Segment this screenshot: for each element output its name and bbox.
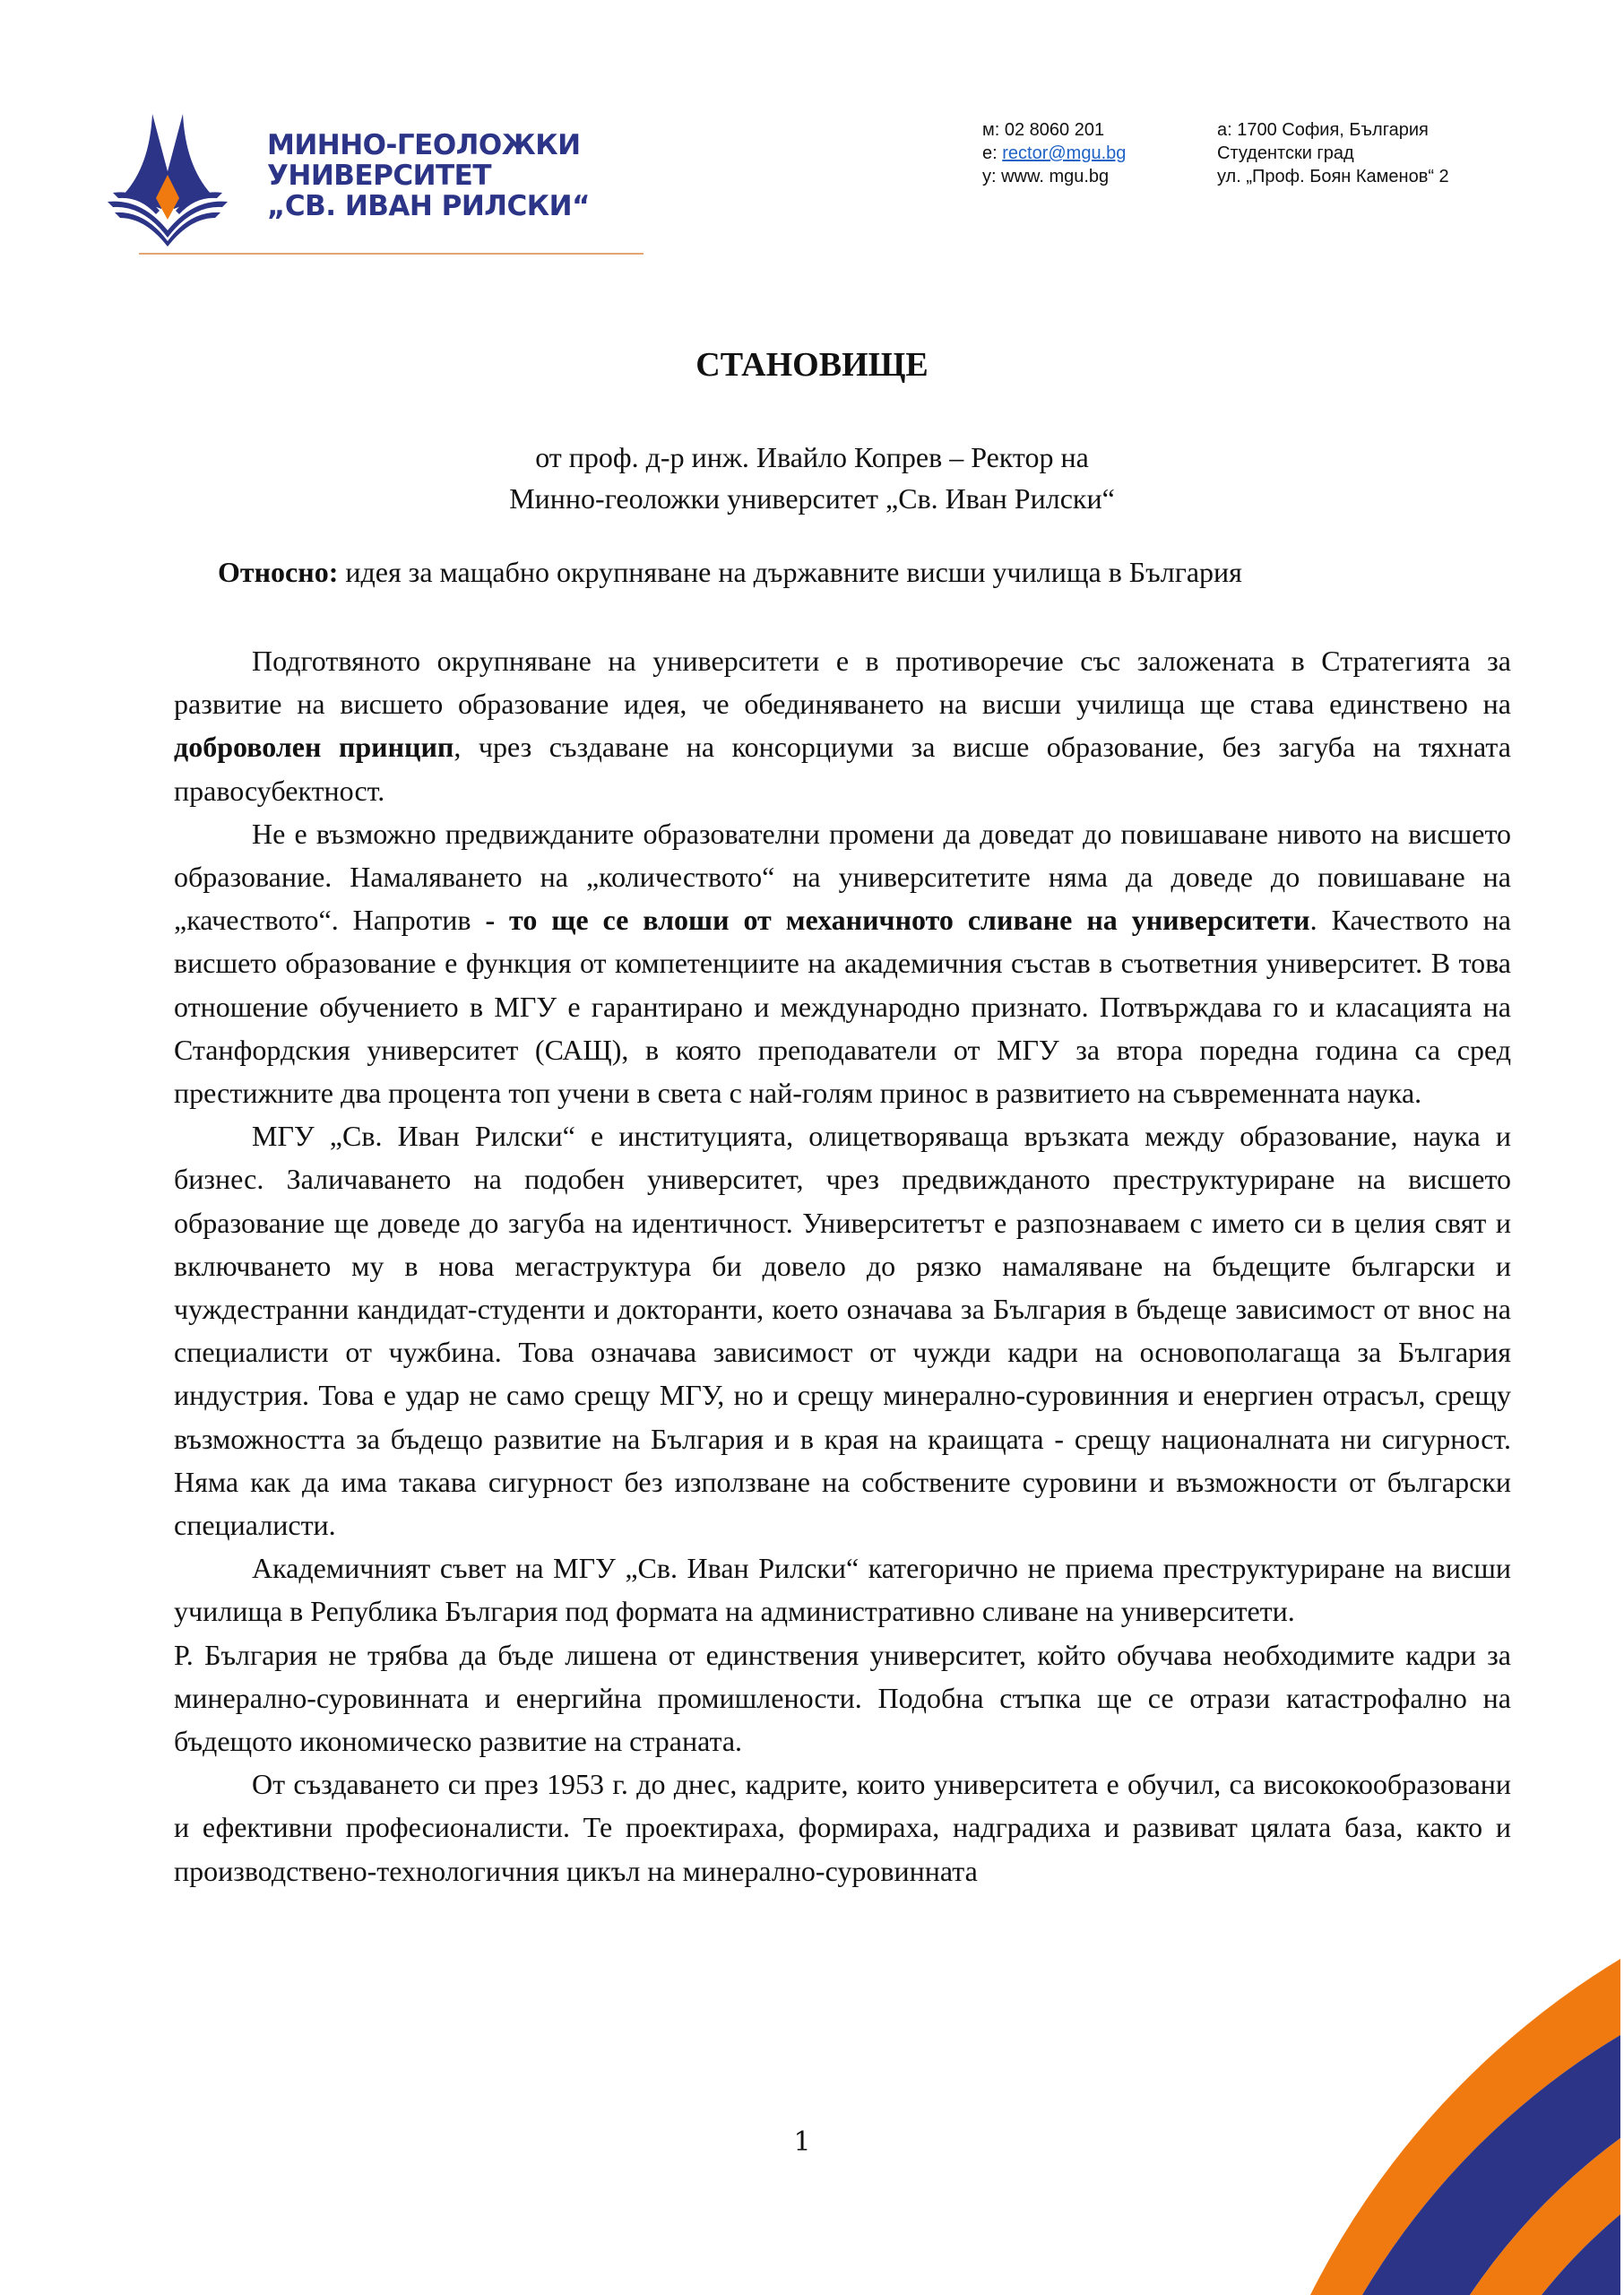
- logo-line-1: МИННО-ГЕОЛОЖКИ: [267, 129, 581, 161]
- paragraph: Р. България не трябва да бъде лишена от единствения университет, който обучава необходимите кадри за минерално-суровинната и енергийна промишлености. Подобна стъпка ще се отрази катастрофално на бъдещото икономическо развитие на страната.: [174, 1638, 1511, 1758]
- logo-wordmark: [267, 130, 590, 221]
- logo-line-2: УНИВЕРСИТЕТ: [267, 160, 491, 192]
- paragraph-text: . Качеството на висшето образование е функция от компетенциите на академичния състав в съответния университет. В това отношение обучението в МГУ е гарантирано и международно признато. Потвърждава го и класацията на Станфордския университет (САЩ), в която преподаватели от МГУ за втора поредна година са сред престижните два процента топ учени в света с най-голям принос в развитието на съвременната наука.: [174, 904, 1512, 1110]
- university-logo: [106, 112, 590, 247]
- phone-text: м: 02 8060 201: [982, 120, 1105, 140]
- paragraph-text: Подготвяното окрупняване на университети е в противоречие със заложената в Стратегията за развитие на висшето образование идея, че обединяването на висши училища ще става единствено на: [174, 645, 1511, 721]
- logo-line-3: „СВ. ИВАН РИЛСКИ“: [267, 190, 590, 222]
- subject-label: Относно:: [218, 556, 339, 588]
- paragraph-text: Не е възможно предвижданите образователни промени да доведат до повишаване нивото на висшето образование. Намаляването на „количеството“ на университетите няма да доведе до повишаване на „качеството“. Напротив: [174, 817, 1511, 937]
- paragraph: МГУ „Св. Иван Рилски“ е институцията, олицетворяваща връзката между образование, наука и бизнес. Заличаването на подобен университет, чрез предвижданото преструктуриране на висшето образование ще доведе до загуба на идентичност. Университетът е разпознаваем с името си в целия свят и включването му в нова мегаструктура би довело до рязко намаляване на бъдещите български и чуждестранни кандидат-студенти и докторанти, което означава за България в бъдеще зависимост от внос на специалисти от чужбина. Това означава зависимост от чужди кадри на основополагаща за България индустрия. Това е удар не само срещу МГУ, но и срещу минерално-суровинния и енергиен отрасъл, срещу възможността за бъдещо развитие на България и в края на краищата - срещу националната ни сигурност. Няма как да има такава сигурност без използване на собствените суровини и възможности от български специалисти.: [174, 1120, 1511, 1542]
- document-title: СТАНОВИЩЕ: [695, 346, 929, 384]
- document-body: [174, 639, 1511, 1892]
- emphasis-text: доброволен принцип: [174, 731, 454, 764]
- logo-emblem-icon: [106, 112, 267, 247]
- paragraph: [174, 639, 1511, 812]
- address-line-1: а: 1700 София, България: [1217, 120, 1429, 140]
- subject-text: идея за мащабно окрупняване на държавните висши училища в България: [338, 556, 1242, 588]
- header-divider: [139, 253, 644, 255]
- address-block: [1217, 118, 1449, 188]
- decorative-corner-arcs-icon: [1255, 1927, 1624, 2295]
- author-line-2: Минно-геоложки университет „Св. Иван Рилски“: [509, 482, 1115, 515]
- author-block: [0, 437, 1624, 519]
- email-line: [982, 142, 1126, 165]
- emphasis-text: - то ще се влоши от механичното сливане на университети: [485, 904, 1310, 937]
- paragraph-text: , чрез създаване на консорциуми за висше образование, без загуба на тяхната правосубектност.: [174, 731, 1512, 807]
- subject-line: [218, 556, 1242, 589]
- address-line-2: Студентски град: [1217, 143, 1354, 163]
- paragraph: От създаването си през 1953 г. до днес, кадрите, които университета е обучил, са висококообразовани и ефективни професионалисти. Те проектираха, формираха, надградиха и развиват цялата база, както и производствено-технологичния цикъл на минерално-суровинната: [174, 1768, 1511, 1887]
- email-prefix: е:: [982, 143, 1003, 163]
- email-link[interactable]: rector@mgu.bg: [1002, 143, 1127, 163]
- website-text: у: www. mgu.bg: [982, 167, 1110, 186]
- contact-block: [982, 118, 1126, 188]
- author-line-1: от проф. д-р инж. Ивайло Копрев – Ректор на: [535, 441, 1089, 473]
- paragraph: [174, 812, 1511, 1114]
- address-line-3: ул. „Проф. Боян Каменов“ 2: [1217, 167, 1449, 186]
- paragraph: Академичният съвет на МГУ „Св. Иван Рилски“ категорично не приема преструктуриране на висши училища в Република България под формата на административно сливане на университети.: [174, 1552, 1511, 1628]
- page-number: 1: [793, 2126, 811, 2158]
